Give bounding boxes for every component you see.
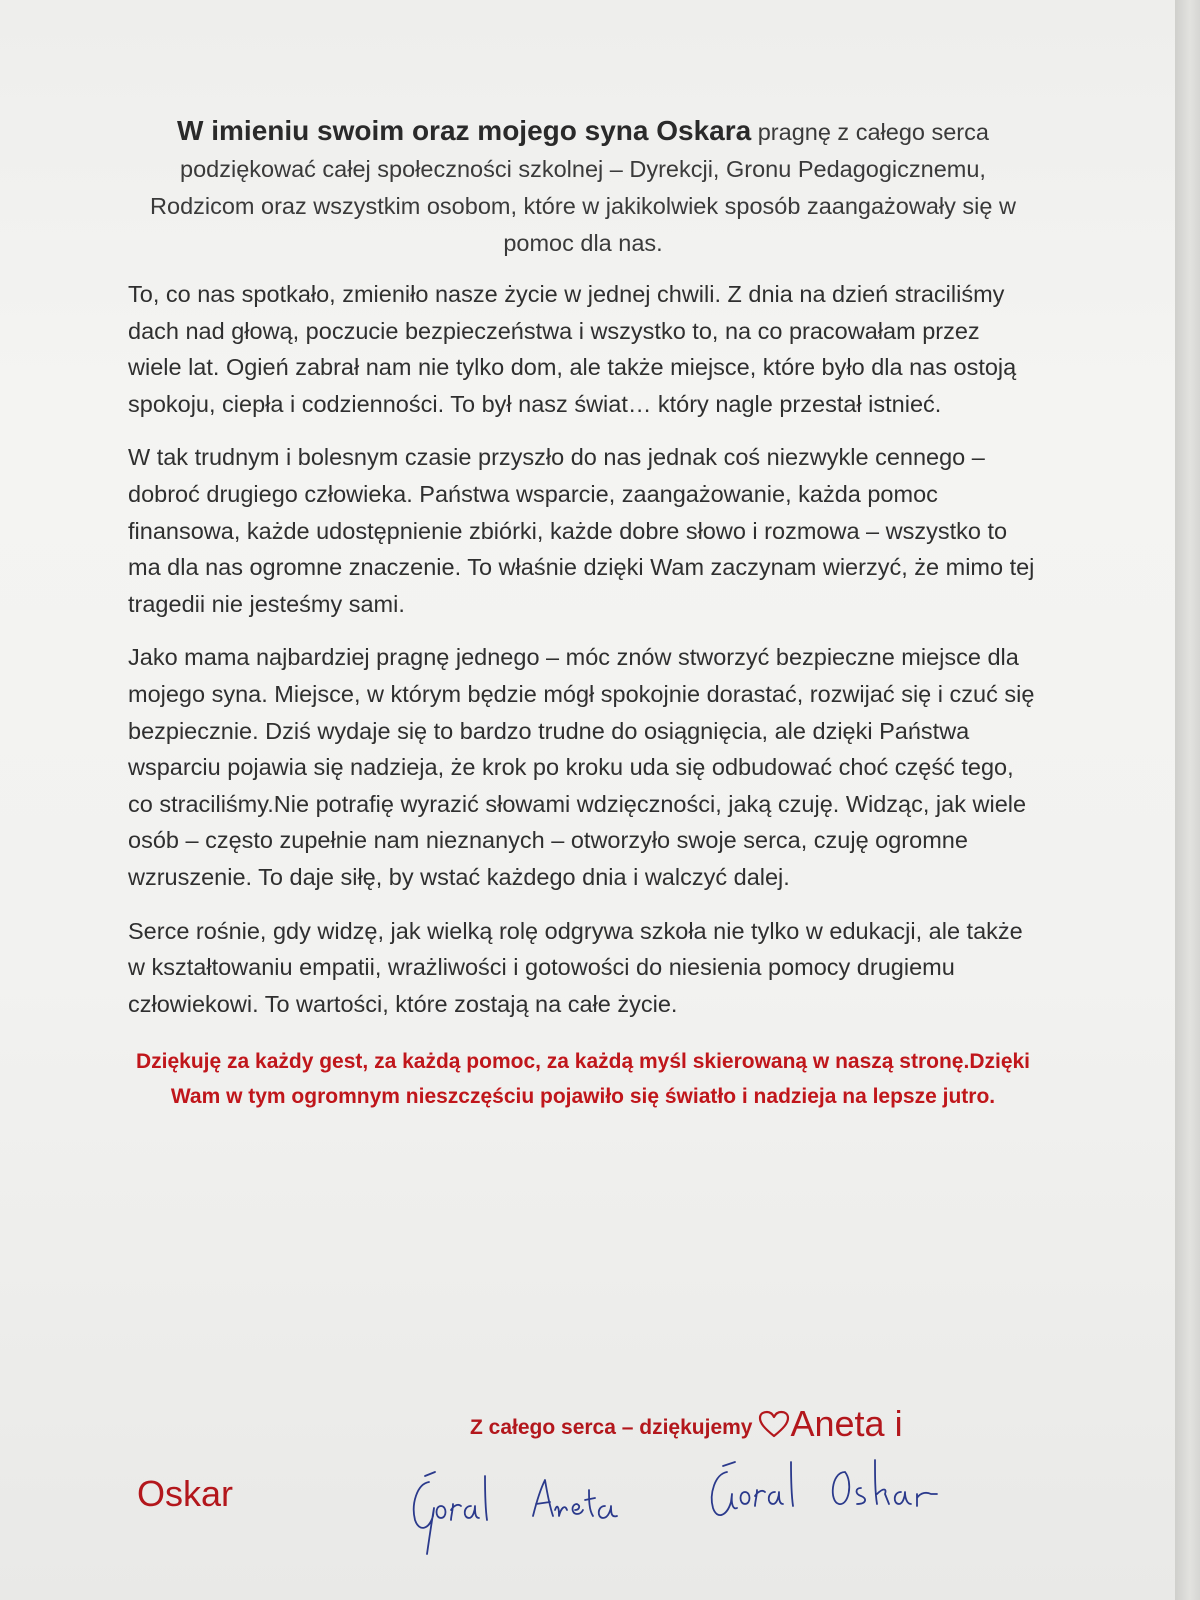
sign-off-line (470, 1403, 903, 1445)
paragraph-1: To, co nas spotkało, zmieniło nasze życie w jednej chwili. Z dnia na dzień straciliśmy dach nad głową, poczucie bezpieczeństwa i wszystko to, na co pracowałam przez wiele lat. Ogień zabrał nam nie tylko dom, ale także miejsce, które było dla nas ostoją spokoju, ciepła i codzienności. To był nasz świat… który nagle przestał istnieć. (128, 281, 1017, 417)
sign-off-text: Z całego serca – dziękujemy (470, 1416, 753, 1439)
letter-intro (128, 112, 1038, 262)
heart-outline-icon (758, 1410, 790, 1444)
paragraph-3: Jako mama najbardziej pragnę jednego – móc znów stworzyć bezpieczne miejsce dla mojego syna. Miejsce, w którym będzie mógł spokojnie dorastać, rozwijać się i czuć się bezpiecznie. Dziś wydaje się to bardzo trudne do osiągnięcia, ale dzięki Państwa wsparciu pojawia się nadzieja, że krok po kroku uda się odbudować choć część tego, co straciliśmy.Nie potrafię wyrazić słowami wdzięczności, jaką czuję. Widząc, jak wiele osób – często zupełnie nam nieznanych – otworzyło swoje serca, czuję ogromne wzruszenie. To daje siłę, by wstać każdego dnia i walczyć dalej. (128, 644, 1035, 890)
intro-rest: pragnę z całego serca podziękować całej społeczności szkolnej – Dyrekcji, Gronu Pedagogicznemu, Rodzicom oraz wszystkim osobom, które w jakikolwiek sposób zaangażowały się w pomoc dla nas. (150, 119, 1016, 256)
closing-thanks: Dziękuję za każdy gest, za każdą pomoc, za każdą myśl skierowaną w naszą stronę.Dzięki Wam w tym ogromnym nieszczęściu pojawiło się światło i nadzieja na lepsze jutro. (135, 1050, 1031, 1109)
signature-aneta (405, 1470, 635, 1560)
names-end: Oskar (137, 1473, 234, 1514)
signature-oskar (705, 1458, 965, 1548)
names-start: Aneta i (790, 1403, 903, 1444)
paragraph-4: Serce rośnie, gdy widzę, jak wielką rolę odgrywa szkoła nie tylko w edukacji, ale także w kształtowaniu empatii, wrażliwości i gotowości do niesienia pomocy drugiemu człowiekowi. To wartości, które zostają na całe życie. (128, 917, 1023, 1017)
letter-body (128, 112, 1038, 1114)
background-wall (1175, 0, 1200, 1600)
intro-lead: W imieniu swoim oraz mojego syna Oskara (177, 115, 752, 146)
paragraph-2: W tak trudnym i bolesnym czasie przyszło do nas jednak coś niezwykle cennego – dobroć drugiego człowieka. Państwa wsparcie, zaangażowanie, każda pomoc finansowa, każde udostępnienie zbiórki, każde dobre słowo i rozmowa – wszystko to ma dla nas ogromne znaczenie. To właśnie dzięki Wam zaczynam wierzyć, że mimo tej tragedii nie jesteśmy sami. (128, 444, 1035, 617)
